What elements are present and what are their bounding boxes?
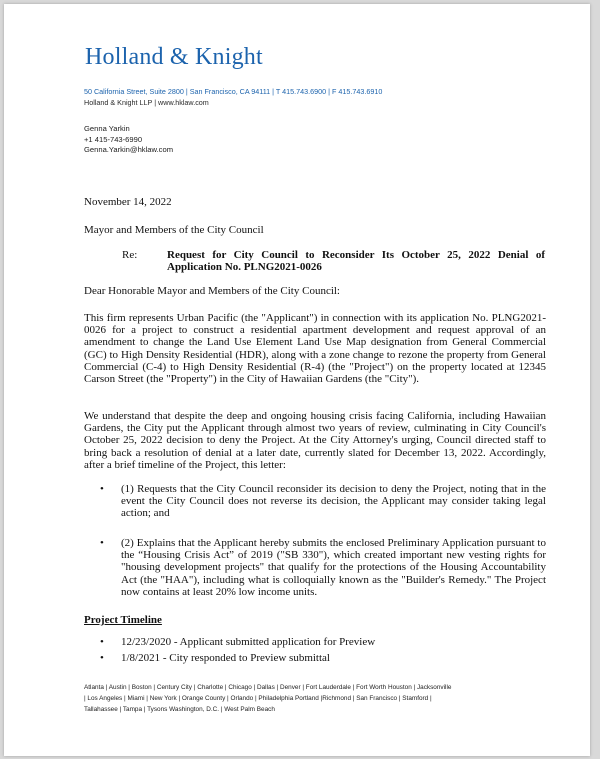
letterhead-address bbox=[84, 86, 382, 108]
bullet-item-2: (2) Explains that the Applicant hereby submits the enclosed Preliminary Application pursuant to the “Housing Crisis Act” of 2019 ("SB 330"), which created important new vesting rights for "housing development projects" that qualify for the protections of the Housing Accountability Act (the "HAA"), including what is colloquially known as the "Builder's Remedy." The Project now contains at least 20% low income units. bbox=[121, 537, 546, 598]
letter-page bbox=[4, 4, 590, 756]
author-phone: +1 415-743-6990 bbox=[84, 134, 143, 144]
address-line: 50 California Street, Suite 2800 | San Francisco, CA 94111 | T 415.743.6900 | F 415.743.6910 bbox=[84, 87, 383, 96]
firm-logo: Holland & Knight bbox=[85, 44, 263, 70]
paragraph-1: This firm represents Urban Pacific (the "Applicant") in connection with its application No. PLNG2021-0026 for a project to construct a residential apartment development and request approval of an amendment to change the Land Use Element Land Use Map designation from General Commercial (GC) to High Density Residential (HDR), along with a zone change to rezone the property from General Commercial (C-4) to High Density Residential (R-4) (the "Project") on the property located at 12345 Carson Street (the "Property") in the City of Hawaiian Gardens (the "City"). bbox=[84, 312, 546, 386]
letter-date: November 14, 2022 bbox=[84, 196, 172, 208]
author-name: Genna Yarkin bbox=[84, 124, 130, 133]
author-email: Genna.Yarkin@hklaw.com bbox=[84, 145, 174, 154]
bullet-marker: • bbox=[100, 537, 104, 549]
timeline-heading: Project Timeline bbox=[84, 614, 162, 626]
author-block bbox=[84, 124, 173, 156]
timeline-bullet: • bbox=[100, 652, 104, 664]
timeline-item-1: 12/23/2020 - Applicant submitted application for Preview bbox=[121, 636, 376, 648]
office-locations: Atlanta | Austin | Boston | Century City | Charlotte | Chicago | Dallas | Denver | Fort Lauderdale | Fort Worth Houston | Jacksonville | Los Angeles | Miami | New York | Orange County | Orlando | Philadelphia Portland |Richmond | San Francisco | Stamford | Tallahassee | Tampa | Tysons Washington, D.C. | West Palm Beach bbox=[84, 684, 452, 713]
paragraph-2: We understand that despite the deep and ongoing housing crisis facing California, including Hawaiian Gardens, the City put the Applicant through almost two years of review, culminating in City Council's October 25, 2022 decision to deny the Project. At the City Attorney's urging, Council directed staff to bring back a resolution of denial at a later date, currently slated for December 13, 2022. Accordingly, after a brief timeline of the Project, this letter: bbox=[84, 410, 546, 471]
bullet-marker: • bbox=[100, 483, 104, 495]
recipient-line: Mayor and Members of the City Council bbox=[84, 224, 264, 236]
re-label: Re: bbox=[122, 249, 138, 261]
bullet-item-1: (1) Requests that the City Council reconsider its decision to deny the Project, noting that in the event the City Council does not reverse its decision, the Applicant may consider taking legal action; and bbox=[121, 483, 546, 520]
firm-website-line: Holland & Knight LLP | www.hklaw.com bbox=[84, 98, 209, 107]
salutation: Dear Honorable Mayor and Members of the City Council: bbox=[84, 285, 340, 297]
re-subject: Request for City Council to Reconsider Its October 25, 2022 Denial of Application No. PLNG2021-0026 bbox=[167, 249, 545, 274]
timeline-item-2: 1/8/2021 - City responded to Preview submittal bbox=[121, 652, 330, 664]
timeline-bullet: • bbox=[100, 636, 104, 648]
